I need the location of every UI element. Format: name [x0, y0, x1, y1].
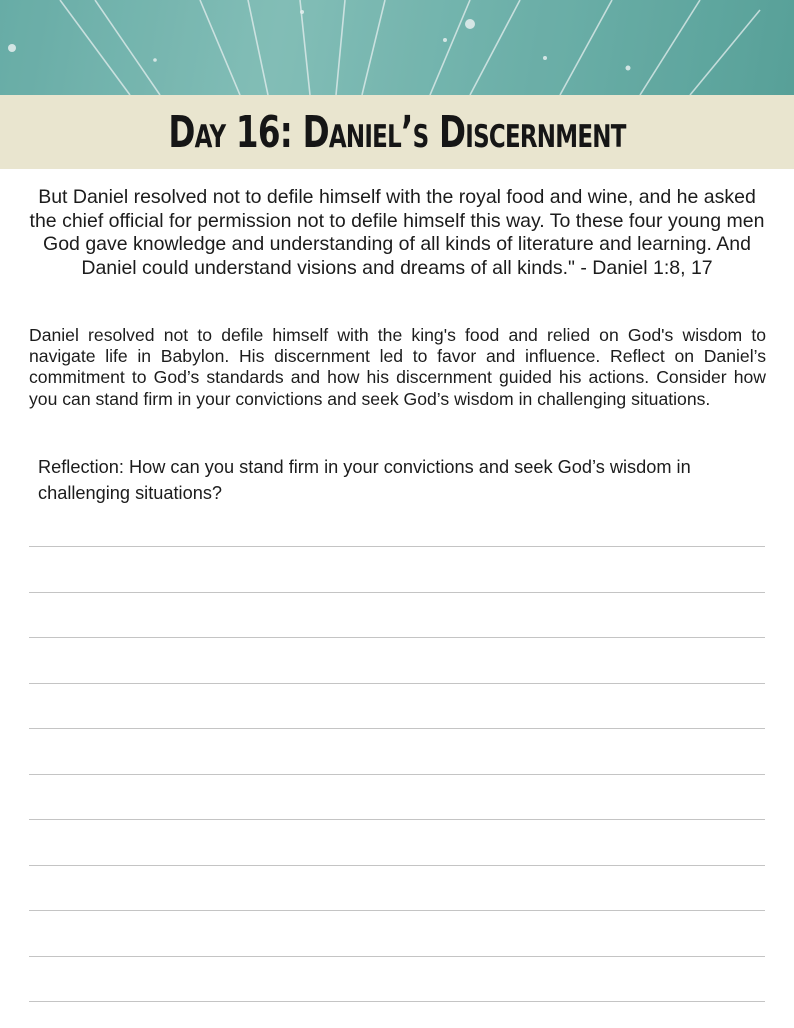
writing-line[interactable] [29, 637, 765, 638]
reflection-prompt: Reflection: How can you stand firm in your convictions and seek God’s wisdom in challenging situations? [38, 457, 691, 503]
light-rays-graphic [0, 0, 794, 95]
writing-line[interactable] [29, 819, 765, 820]
scripture-passage: But Daniel resolved not to defile himself with the royal food and wine, and he asked the chief official for permission not to defile himself this way. To these four young men God gave knowledge and understanding of all kinds of literature and learning. And Daniel could understand visions and dreams of all kinds." - Daniel 1:8, 17 [29, 186, 765, 279]
writing-line[interactable] [29, 774, 765, 775]
writing-line[interactable] [29, 1001, 765, 1002]
page-title: Day 16: Daniel’s Discernment [168, 106, 626, 158]
writing-line[interactable] [29, 865, 765, 866]
writing-line[interactable] [29, 728, 765, 729]
writing-line[interactable] [29, 683, 765, 684]
writing-line[interactable] [29, 910, 765, 911]
devotional-commentary: Daniel resolved not to defile himself with the king's food and relied on God's wisdom to navigate life in Babylon. His discernment led to favor and influence. Reflect on Daniel’s commitment to God’s standards and how his discernment guided his actions. Consider how you can stand firm in your convictions and seek God’s wisdom in challenging situations. [29, 325, 766, 409]
writing-line[interactable] [29, 592, 765, 593]
header-banner-image [0, 0, 794, 95]
title-band [0, 95, 794, 169]
writing-line[interactable] [29, 546, 765, 547]
writing-line[interactable] [29, 956, 765, 957]
